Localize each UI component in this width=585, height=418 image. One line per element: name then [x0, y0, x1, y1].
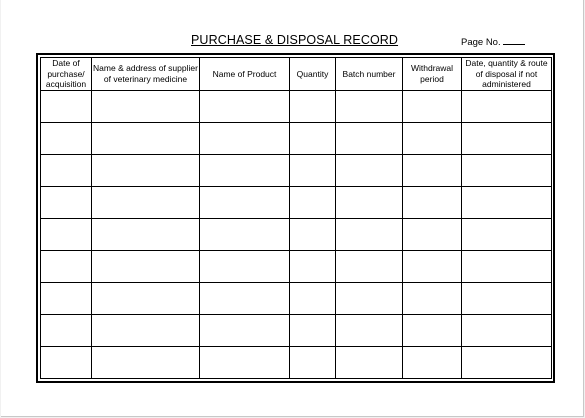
table-cell[interactable]: [290, 282, 336, 314]
table-cell[interactable]: [290, 218, 336, 250]
table-cell[interactable]: [403, 346, 462, 378]
table-cell[interactable]: [403, 250, 462, 282]
table-cell[interactable]: [92, 346, 200, 378]
table-cell[interactable]: [290, 314, 336, 346]
table-row: [41, 186, 552, 218]
record-sheet: [1, 0, 584, 417]
column-header-quantity: Quantity: [290, 58, 336, 91]
table-cell[interactable]: [200, 186, 290, 218]
page-number-label: Page No.: [461, 37, 501, 48]
table-cell[interactable]: [200, 122, 290, 154]
table-cell[interactable]: [403, 218, 462, 250]
table-cell[interactable]: [462, 346, 552, 378]
table-cell[interactable]: [200, 250, 290, 282]
table-cell[interactable]: [41, 346, 92, 378]
table-header-row: [41, 58, 552, 91]
table-cell[interactable]: [92, 314, 200, 346]
column-header-date: Date of purchase/ acquisition: [41, 58, 92, 91]
table-cell[interactable]: [92, 282, 200, 314]
table-cell[interactable]: [462, 122, 552, 154]
page-title: PURCHASE & DISPOSAL RECORD: [191, 33, 399, 47]
record-table: [40, 57, 552, 379]
column-header-supplier: Name & address of supplier of veterinary medicine: [92, 58, 200, 91]
page-number-blank[interactable]: [503, 36, 525, 45]
table-cell[interactable]: [92, 122, 200, 154]
table-cell[interactable]: [290, 186, 336, 218]
table-cell[interactable]: [41, 282, 92, 314]
table-cell[interactable]: [462, 218, 552, 250]
table-cell[interactable]: [92, 218, 200, 250]
table-cell[interactable]: [336, 154, 403, 186]
table-cell[interactable]: [92, 90, 200, 122]
table-cell[interactable]: [336, 250, 403, 282]
table-cell[interactable]: [403, 186, 462, 218]
table-cell[interactable]: [403, 282, 462, 314]
table-cell[interactable]: [462, 154, 552, 186]
table-cell[interactable]: [336, 314, 403, 346]
table-cell[interactable]: [290, 346, 336, 378]
table-cell[interactable]: [462, 314, 552, 346]
table-cell[interactable]: [200, 282, 290, 314]
table-cell[interactable]: [336, 186, 403, 218]
table-cell[interactable]: [462, 282, 552, 314]
table-cell[interactable]: [336, 282, 403, 314]
table-cell[interactable]: [336, 90, 403, 122]
column-header-product: Name of Product: [200, 58, 290, 91]
table-cell[interactable]: [41, 122, 92, 154]
table-cell[interactable]: [462, 186, 552, 218]
table-cell[interactable]: [290, 122, 336, 154]
table-row: [41, 346, 552, 378]
column-header-disposal: Date, quantity & route of disposal if not administered: [462, 58, 552, 91]
table-row: [41, 90, 552, 122]
table-cell[interactable]: [462, 250, 552, 282]
page-number-field: [461, 36, 525, 48]
table-cell[interactable]: [200, 90, 290, 122]
table-cell[interactable]: [403, 154, 462, 186]
table-cell[interactable]: [336, 218, 403, 250]
table-row: [41, 314, 552, 346]
table-cell[interactable]: [92, 186, 200, 218]
table-row: [41, 122, 552, 154]
table-cell[interactable]: [336, 346, 403, 378]
table-row: [41, 218, 552, 250]
table-cell[interactable]: [92, 154, 200, 186]
table-cell[interactable]: [290, 90, 336, 122]
table-cell[interactable]: [290, 250, 336, 282]
column-header-withdrawal: Withdrawal period: [403, 58, 462, 91]
table-row: [41, 250, 552, 282]
table-row: [41, 154, 552, 186]
table-cell[interactable]: [41, 314, 92, 346]
table-cell[interactable]: [462, 90, 552, 122]
table-cell[interactable]: [200, 346, 290, 378]
table-cell[interactable]: [200, 218, 290, 250]
table-cell[interactable]: [290, 154, 336, 186]
column-header-batch: Batch number: [336, 58, 403, 91]
table-cell[interactable]: [336, 122, 403, 154]
table-body: [41, 90, 552, 379]
table-cell[interactable]: [41, 250, 92, 282]
table-cell[interactable]: [403, 90, 462, 122]
table-cell[interactable]: [92, 250, 200, 282]
table-cell[interactable]: [41, 154, 92, 186]
table-cell[interactable]: [200, 314, 290, 346]
table-cell[interactable]: [41, 186, 92, 218]
table-cell[interactable]: [200, 154, 290, 186]
table-row: [41, 282, 552, 314]
table-cell[interactable]: [41, 218, 92, 250]
table-cell[interactable]: [403, 314, 462, 346]
record-table-frame: [36, 53, 555, 383]
table-cell[interactable]: [403, 122, 462, 154]
table-cell[interactable]: [41, 90, 92, 122]
